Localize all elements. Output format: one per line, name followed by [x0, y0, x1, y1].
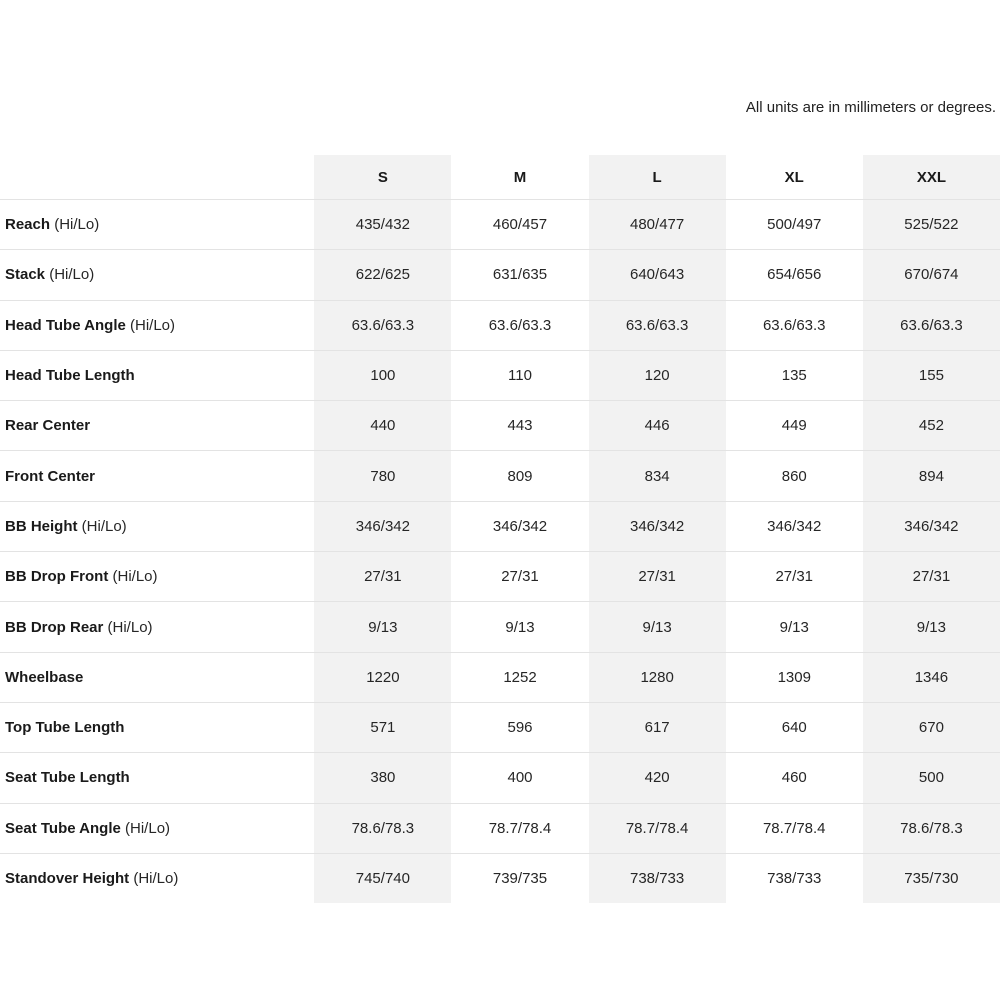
value-cell-s: 27/31: [314, 552, 451, 602]
value-cell-xl: 640: [726, 702, 863, 752]
table-row: [0, 451, 1000, 501]
table-row: [0, 803, 1000, 853]
value-cell-xxl: 525/522: [863, 200, 1000, 250]
value-cell-xl: 135: [726, 350, 863, 400]
value-cell-m: 631/635: [451, 250, 588, 300]
value-cell-xxl: 452: [863, 401, 1000, 451]
table-row: [0, 250, 1000, 300]
value-cell-l: 9/13: [589, 602, 726, 652]
value-cell-s: 435/432: [314, 200, 451, 250]
row-label-name: Standover Height: [5, 870, 130, 887]
value-cell-s: 780: [314, 451, 451, 501]
row-label: [0, 501, 314, 551]
value-cell-xl: 63.6/63.3: [726, 300, 863, 350]
value-cell-l: 640/643: [589, 250, 726, 300]
value-cell-s: 63.6/63.3: [314, 300, 451, 350]
row-label: [0, 250, 314, 300]
value-cell-xxl: 670: [863, 702, 1000, 752]
row-label-name: Seat Tube Angle: [5, 819, 121, 837]
row-label-name: BB Height: [5, 517, 78, 535]
value-cell-l: 63.6/63.3: [589, 300, 726, 350]
value-cell-m: 809: [451, 451, 588, 501]
row-label-name: Stack: [5, 266, 46, 284]
row-label-qualifier: (Hi/Lo): [103, 618, 153, 636]
value-cell-s: 622/625: [314, 250, 451, 300]
row-label-qualifier: (Hi/Lo): [45, 266, 95, 284]
value-cell-xxl: 1346: [863, 652, 1000, 702]
row-label-name: Head Tube Angle: [5, 316, 126, 334]
row-label-name: BB Drop Front: [5, 568, 109, 586]
table-row: [0, 300, 1000, 350]
value-cell-m: 460/457: [451, 200, 588, 250]
size-header-m: M: [451, 155, 588, 200]
size-header-xl: XL: [726, 155, 863, 200]
row-label-name: Seat Tube Length: [5, 769, 130, 787]
row-label-name: Rear Center: [5, 417, 91, 435]
value-cell-xl: 1309: [726, 652, 863, 702]
value-cell-l: 617: [589, 702, 726, 752]
value-cell-l: 346/342: [589, 501, 726, 551]
value-cell-xxl: 500: [863, 753, 1000, 803]
value-cell-xl: 738/733: [767, 870, 822, 887]
value-cell-xl: 449: [726, 401, 863, 451]
value-cell-l: 120: [589, 350, 726, 400]
value-cell-l: 480/477: [589, 200, 726, 250]
table-row: [0, 552, 1000, 602]
value-cell-xxl: 894: [863, 451, 1000, 501]
value-cell-s: 1220: [314, 652, 451, 702]
row-label: [0, 350, 314, 400]
value-cell-l: 738/733: [589, 853, 726, 903]
value-cell-m: 27/31: [451, 552, 588, 602]
value-cell-xxl: 63.6/63.3: [863, 300, 1000, 350]
row-label-qualifier: (Hi/Lo): [50, 216, 100, 234]
table-row: [0, 401, 1000, 451]
value-cell-m: 110: [451, 350, 588, 400]
value-cell-xl: 27/31: [726, 552, 863, 602]
size-header-xxl: XXL: [863, 155, 1000, 200]
table-row: [0, 200, 1000, 250]
table-body: [0, 200, 1000, 904]
table-row: [0, 602, 1000, 652]
row-label-qualifier: (Hi/Lo): [120, 819, 171, 837]
value-cell-m: 400: [451, 753, 588, 803]
size-header-s: S: [314, 155, 451, 200]
value-cell-l: 834: [589, 451, 726, 501]
row-label-name: Head Tube Length: [5, 367, 135, 385]
row-label: [0, 652, 314, 702]
row-label: [0, 401, 314, 451]
row-label: [0, 451, 314, 501]
value-cell-xl: 346/342: [726, 501, 863, 551]
units-note: All units are in millimeters or degrees.: [745, 99, 996, 116]
value-cell-xxl: 735/730: [863, 853, 1000, 903]
value-cell-xxl: 9/13: [863, 602, 1000, 652]
value-cell-xxl: 155: [863, 350, 1000, 400]
value-cell-s: 346/342: [314, 501, 451, 551]
value-cell-xxl: 78.6/78.3: [863, 803, 1000, 853]
row-label-name: Reach: [5, 216, 51, 234]
value-cell-s: 9/13: [314, 602, 451, 652]
table-row: [0, 853, 1000, 903]
row-label-name: Top Tube Length: [5, 719, 125, 737]
value-cell-xl: 78.7/78.4: [726, 803, 863, 853]
value-cell-s: 745/740: [314, 853, 451, 903]
value-cell-l: 78.7/78.4: [589, 803, 726, 853]
value-cell-xxl: 27/31: [863, 552, 1000, 602]
value-cell-xl: 500/497: [726, 200, 863, 250]
value-cell-xxl: 670/674: [863, 250, 1000, 300]
size-header-l: L: [589, 155, 726, 200]
value-cell-m: 346/342: [451, 501, 588, 551]
table-row: [0, 501, 1000, 551]
value-cell-s: 440: [314, 401, 451, 451]
row-label: [0, 753, 314, 803]
table-row: [0, 702, 1000, 752]
table-row: [0, 350, 1000, 400]
value-cell-m: 78.7/78.4: [451, 803, 588, 853]
value-cell-s: 78.6/78.3: [314, 803, 451, 853]
value-cell-l: 446: [589, 401, 726, 451]
row-label-qualifier: (Hi/Lo): [108, 568, 158, 586]
row-label: [0, 853, 314, 903]
row-label-name: Front Center: [5, 467, 95, 485]
value-cell-m: 9/13: [451, 602, 588, 652]
value-cell-xl: 460: [726, 753, 863, 803]
geometry-table: [0, 155, 1000, 903]
row-label: [0, 200, 314, 250]
row-label: [0, 602, 314, 652]
value-cell-m: 63.6/63.3: [451, 300, 588, 350]
header-label-cell: [0, 155, 314, 200]
value-cell-l: 1280: [589, 652, 726, 702]
table-row: [0, 753, 1000, 803]
value-cell-m: 739/735: [492, 870, 548, 887]
value-cell-l: 27/31: [589, 552, 726, 602]
value-cell-m: 596: [451, 702, 588, 752]
table-row: [0, 652, 1000, 702]
value-cell-xl: 860: [726, 451, 863, 501]
value-cell-xxl: 346/342: [863, 501, 1000, 551]
row-label: [0, 552, 314, 602]
value-cell-m: 443: [451, 401, 588, 451]
row-label: [0, 803, 314, 853]
row-label-name: BB Drop Rear: [5, 618, 104, 636]
row-label-name: Wheelbase: [5, 668, 84, 686]
value-cell-s: 100: [314, 350, 451, 400]
value-cell-s: 380: [314, 753, 451, 803]
value-cell-xl: 9/13: [726, 602, 863, 652]
row-label: [0, 702, 314, 752]
value-cell-s: 571: [314, 702, 451, 752]
value-cell-l: 420: [589, 753, 726, 803]
header-row: [0, 155, 1000, 200]
value-cell-m: 1252: [451, 652, 588, 702]
value-cell-xl: 654/656: [726, 250, 863, 300]
row-label-qualifier: (Hi/Lo): [77, 517, 127, 535]
row-label-qualifier: (Hi/Lo): [129, 870, 179, 887]
row-label-qualifier: (Hi/Lo): [125, 316, 176, 334]
row-label: [0, 300, 314, 350]
